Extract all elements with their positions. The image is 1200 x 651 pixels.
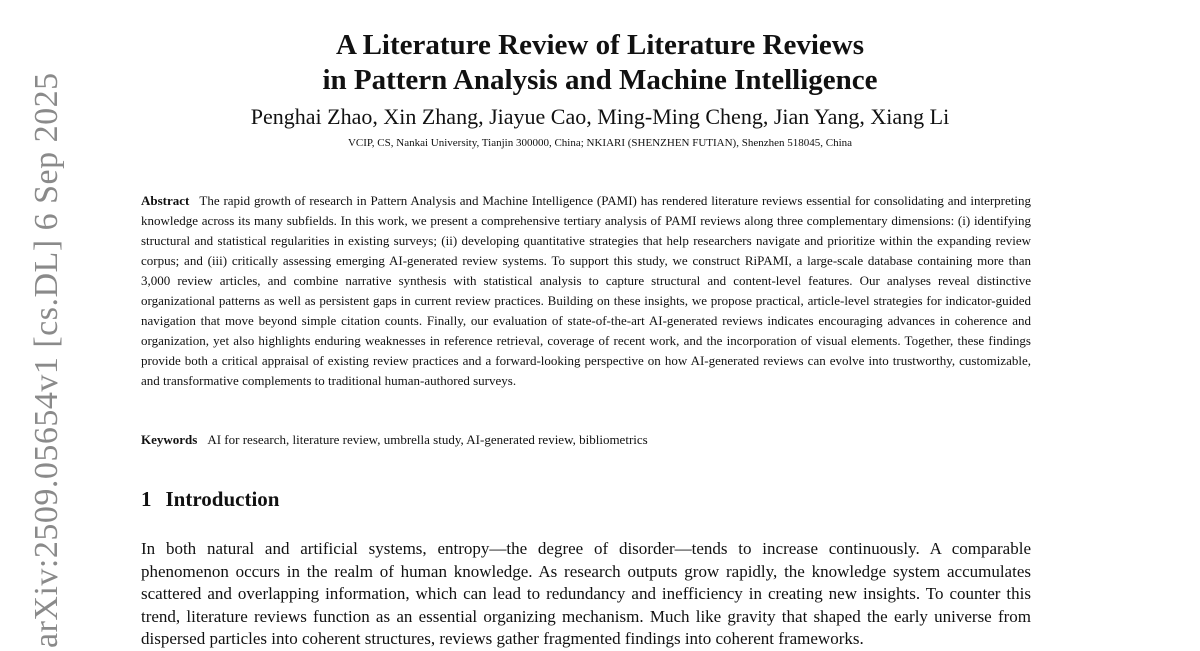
section-title: Introduction: [165, 487, 280, 511]
intro-paragraph: In both natural and artificial systems, entropy—the degree of disorder—tends to increase continuously. A comparable phenomenon occurs in the realm of human knowledge. As research outputs grow rapidly, the knowledge system accumulates scattered and overlapping information, which can lead to redundancy and inefficiency in creating new insights. To counter this trend, literature reviews function as an essential organizing mechanism. Much like gravity that shaped the early universe from dispersed particles into coherent structures, reviews gather fragmented findings into coherent frameworks.: [141, 539, 1031, 648]
keywords: [141, 430, 1031, 450]
abstract-text: The rapid growth of research in Pattern Analysis and Machine Intelligence (PAMI) has rendered literature reviews essential for consolidating and interpreting knowledge across its many subfields. In this work, we present a comprehensive tertiary analysis of PAMI reviews along three complementary dimensions: (i) identifying structural and statistical regularities in existing surveys; (ii) developing quantitative strategies that help researchers navigate and prioritize within the expanding review corpus; and (iii) critically assessing emerging AI-generated review systems. To support this study, we construct RiPAMI, a large-scale database containing more than 3,000 review articles, and combine narrative synthesis with statistical analysis to capture structural and content-level features. Our analyses reveal distinctive organizational patterns as well as persistent gaps in current review practices. Building on these insights, we propose practical, article-level strategies for indicator-guided navigation that move beyond simple citation counts. Finally, our evaluation of state-of-the-art AI-generated reviews indicates encouraging advances in coherence and organization, yet also highlights enduring weaknesses in reference retrieval, coverage of recent work, and the incorporation of visual elements. Together, these findings provide both a critical appraisal of existing review practices and a forward-looking perspective on how AI-generated reviews can evolve into trustworthy, customizable, and transformative complements to traditional human-authored surveys.: [141, 193, 1031, 388]
section-number: 1: [141, 487, 152, 511]
abstract-heading: Abstract: [141, 193, 190, 208]
affiliation: VCIP, CS, Nankai University, Tianjin 300000, China; NKIARI (SHENZHEN FUTIAN), Shenzhen 518045, China: [347, 137, 853, 149]
arxiv-side-stamp: arXiv:2509.05654v1 [cs.DL] 6 Sep 2025: [28, 72, 65, 648]
section-heading: [141, 487, 279, 512]
author-list: Penghai Zhao, Xin Zhang, Jiayue Cao, Ming-Ming Cheng, Jian Yang, Xiang Li: [250, 104, 950, 129]
title-line-2: in Pattern Analysis and Machine Intelligence: [322, 64, 878, 96]
keywords-heading: Keywords: [141, 432, 198, 447]
title-line-1: A Literature Review of Literature Reviews: [335, 29, 865, 61]
keywords-text: AI for research, literature review, umbrella study, AI-generated review, bibliometrics: [207, 432, 648, 447]
paper-title: [0, 28, 1200, 98]
abstract: [141, 191, 1031, 391]
